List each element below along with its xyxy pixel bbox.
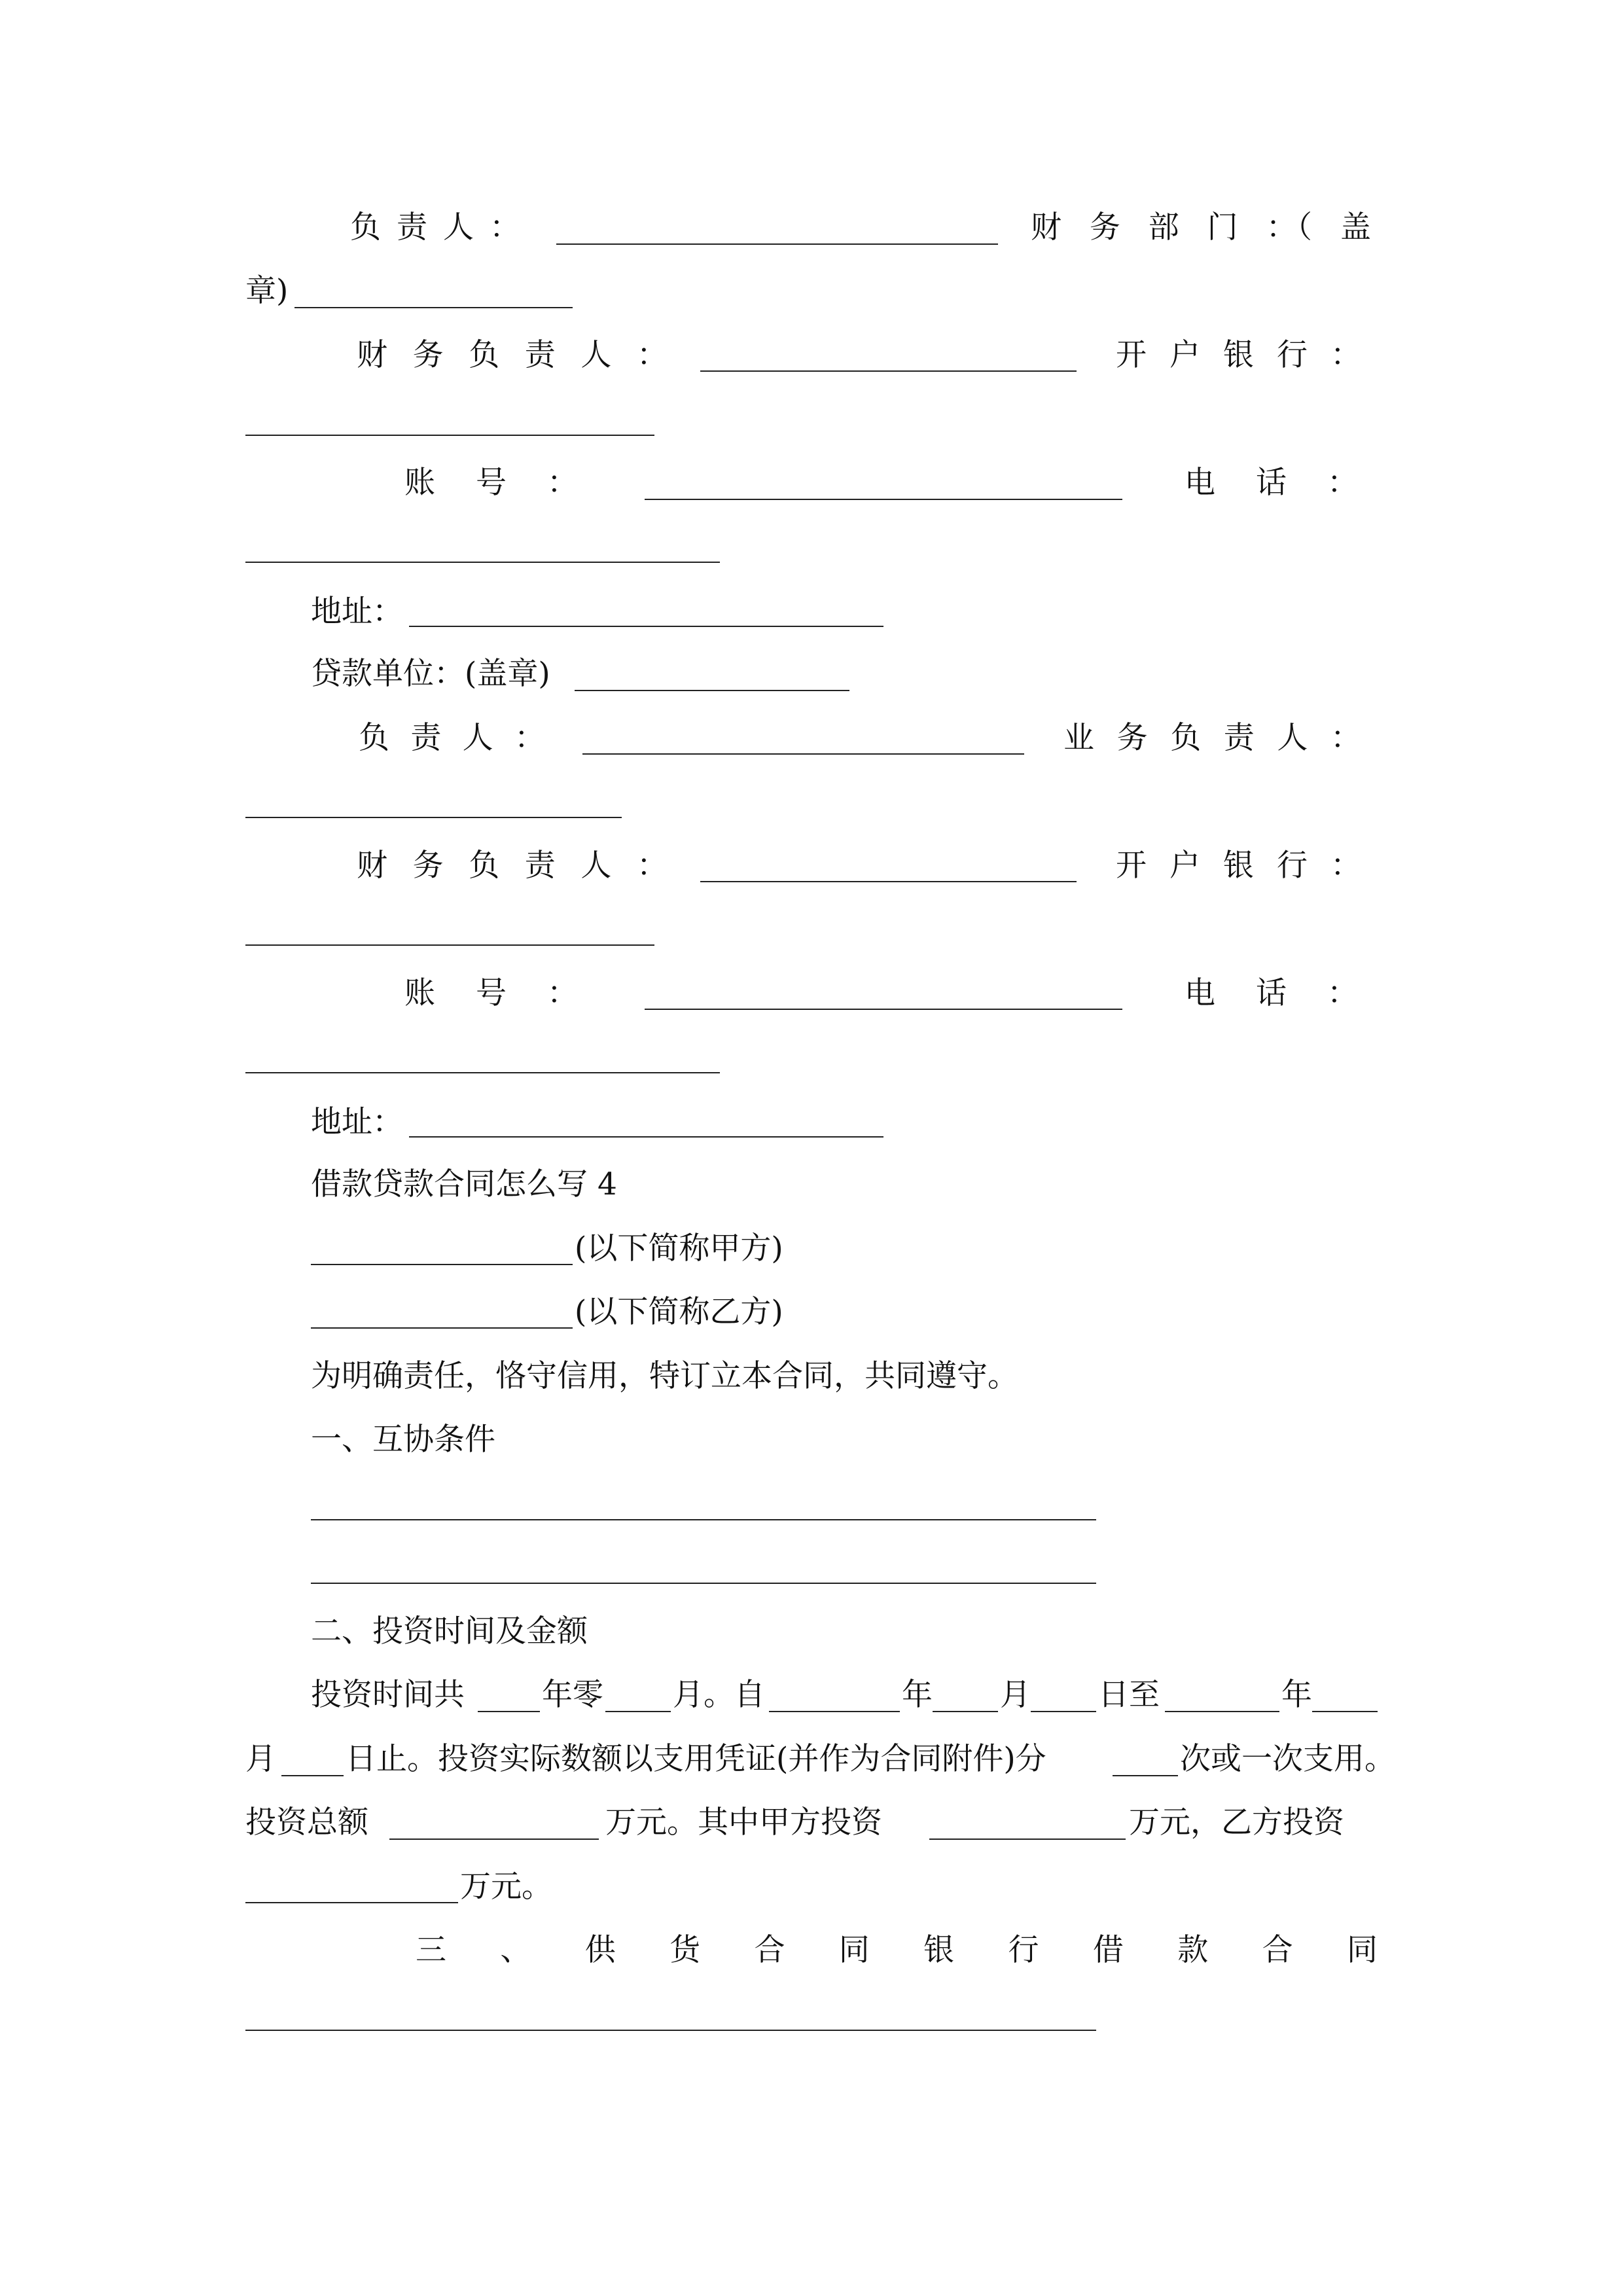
investment-period-text-8: 月 bbox=[245, 1741, 276, 1777]
section-2-heading: 二、投资时间及金额 bbox=[311, 1613, 588, 1649]
investment-period-text-2: 年零 bbox=[542, 1677, 603, 1713]
borrower-bank-blank[interactable] bbox=[245, 944, 654, 946]
section-1-heading: 一、互协条件 bbox=[311, 1422, 495, 1458]
investment-period-text-1: 投资时间共 bbox=[311, 1677, 465, 1713]
finance-dept-seal-blank[interactable] bbox=[294, 307, 573, 308]
business-head-label: 业 务 负 责 人 ： bbox=[1063, 720, 1361, 756]
total-investment-blank[interactable] bbox=[389, 1839, 599, 1840]
borrower-address-blank[interactable] bbox=[409, 1136, 883, 1138]
finance-head-blank[interactable] bbox=[700, 370, 1077, 372]
investment-period-text-6: 日至 bbox=[1098, 1677, 1160, 1713]
contract-title: 借款贷款合同怎么写 4 bbox=[311, 1166, 617, 1202]
end-day-blank[interactable] bbox=[281, 1775, 344, 1776]
party-a-label: (以下简称甲方) bbox=[575, 1230, 783, 1266]
borrower-account-blank[interactable] bbox=[645, 1009, 1122, 1010]
seal-continuation: 章) bbox=[245, 273, 289, 309]
section-3-heading: 三 、 供 货 合 同 银 行 借 款 合 同 bbox=[416, 1932, 1378, 1968]
account-label: 账 号 ： bbox=[404, 465, 578, 501]
end-year-blank[interactable] bbox=[1165, 1711, 1279, 1712]
party-b-investment-blank[interactable] bbox=[245, 1902, 458, 1903]
business-head-blank[interactable] bbox=[245, 817, 622, 818]
bank-label: 开 户 银 行 ： bbox=[1116, 337, 1361, 373]
party-a-investment-blank[interactable] bbox=[929, 1839, 1126, 1840]
investment-period-text-7: 年 bbox=[1281, 1677, 1312, 1713]
start-day-blank[interactable] bbox=[1031, 1711, 1096, 1712]
start-year-blank[interactable] bbox=[769, 1711, 900, 1712]
investment-period-text-5: 月 bbox=[1000, 1677, 1031, 1713]
address-blank[interactable] bbox=[409, 626, 883, 627]
borrower-finance-head-blank[interactable] bbox=[700, 881, 1077, 882]
contract-intro: 为明确责任，恪守信用，特订立本合同，共同遵守。 bbox=[311, 1358, 1018, 1394]
party-b-investment-unit: 万元。 bbox=[460, 1869, 552, 1905]
phone-label: 电 话 ： bbox=[1185, 465, 1358, 501]
party-a-blank[interactable] bbox=[311, 1264, 573, 1265]
party-b-investment-label: 万元，乙方投资 bbox=[1129, 1804, 1344, 1840]
borrower-phone-blank[interactable] bbox=[245, 1072, 720, 1073]
borrower-phone-label: 电 话 ： bbox=[1185, 975, 1358, 1011]
disbursement-count-blank[interactable] bbox=[1113, 1775, 1178, 1776]
investment-period-text-9: 日止。投资实际数额以支用凭证(并作为合同附件)分 bbox=[346, 1741, 1046, 1777]
start-month-blank[interactable] bbox=[933, 1711, 998, 1712]
borrower-seal-blank[interactable] bbox=[575, 690, 849, 691]
borrower-person-blank[interactable] bbox=[582, 753, 1024, 755]
borrower-unit-label: 贷款单位：(盖章) bbox=[311, 656, 550, 692]
years-blank[interactable] bbox=[478, 1711, 540, 1712]
section-1-blank-2[interactable] bbox=[311, 1583, 1096, 1584]
borrower-bank-label: 开 户 银 行 ： bbox=[1116, 848, 1361, 884]
investment-period-text-3: 月。自 bbox=[673, 1677, 765, 1713]
borrower-address-label: 地址： bbox=[311, 1104, 403, 1140]
months-blank[interactable] bbox=[605, 1711, 671, 1712]
investment-period-text-4: 年 bbox=[902, 1677, 933, 1713]
total-investment-label: 投资总额 bbox=[245, 1804, 368, 1840]
person-in-charge-label: 负 责 人 ： bbox=[350, 209, 520, 245]
party-b-label: (以下简称乙方) bbox=[575, 1294, 783, 1330]
phone-blank[interactable] bbox=[245, 562, 720, 563]
borrower-person-label: 负 责 人 ： bbox=[359, 720, 545, 756]
address-label: 地址： bbox=[311, 594, 403, 630]
investment-period-text-10: 次或一次支用。 bbox=[1180, 1741, 1395, 1777]
bank-blank[interactable] bbox=[245, 435, 654, 436]
borrower-account-label: 账 号 ： bbox=[404, 975, 578, 1011]
section-3-blank[interactable] bbox=[245, 2030, 1096, 2031]
end-month-blank[interactable] bbox=[1312, 1711, 1378, 1712]
party-a-investment-label: 万元。其中甲方投资 bbox=[605, 1804, 882, 1840]
account-blank[interactable] bbox=[645, 499, 1122, 500]
party-b-blank[interactable] bbox=[311, 1327, 573, 1329]
finance-dept-label: 财 务 部 门 ：（ 盖 bbox=[1031, 209, 1371, 245]
finance-head-label: 财 务 负 责 人 ： bbox=[357, 337, 668, 373]
section-1-blank-1[interactable] bbox=[311, 1519, 1096, 1520]
person-in-charge-blank[interactable] bbox=[556, 243, 998, 245]
borrower-finance-head-label: 财 务 负 责 人 ： bbox=[357, 848, 668, 884]
